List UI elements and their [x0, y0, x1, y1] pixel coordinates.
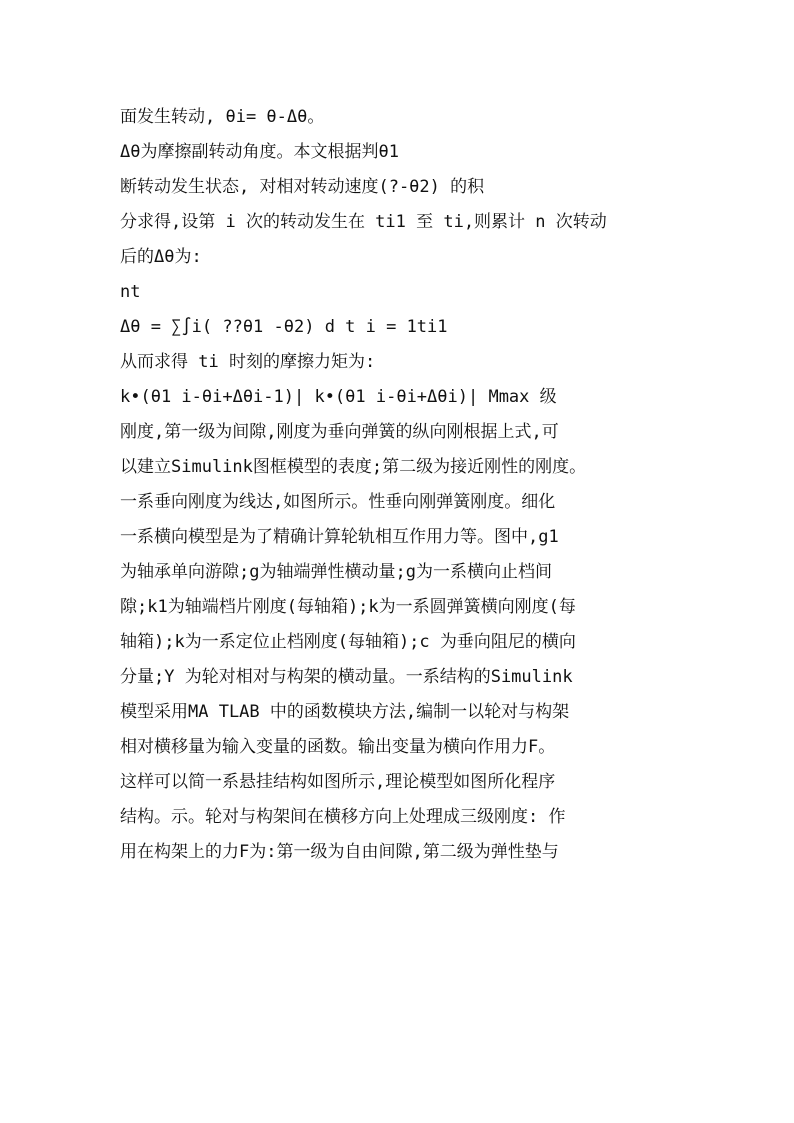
document-body — [120, 100, 680, 870]
text-line: 后的Δθ为: — [120, 247, 202, 267]
text-line: Δθ为摩擦副转动角度。本文根据判θ1 — [120, 142, 399, 162]
text-line: 轴箱);k为一系定位止档刚度(每轴箱);c 为垂向阻尼的横向 — [120, 632, 576, 652]
text-line: 分求得,设第 i 次的转动发生在 ti1 至 ti,则累计 n 次转动 — [120, 212, 607, 232]
text-line: 一系垂向刚度为线达,如图所示。性垂向刚弹簧刚度。细化 — [120, 492, 556, 512]
text-line: 用在构架上的力F为:第一级为自由间隙,第二级为弹性垫与 — [120, 842, 559, 862]
text-line: 相对横移量为输入变量的函数。输出变量为横向作用力F。 — [120, 737, 556, 757]
text-line: 为轴承单向游隙;g为轴端弹性横动量;g为一系横向止档间 — [120, 562, 552, 582]
text-line: 结构。示。轮对与构架间在横移方向上处理成三级刚度: 作 — [120, 807, 566, 827]
text-line: 从而求得 ti 时刻的摩擦力矩为: — [120, 352, 376, 372]
text-line: 分量;Y 为轮对相对与构架的横动量。一系结构的Simulink — [120, 667, 573, 687]
formula-line: k•(θ1 i-θi+Δθi-1)| k•(θ1 i-θi+Δθi)| Mmax 级 — [120, 387, 557, 407]
text-line: 模型采用MA TLAB 中的函数模块方法,编制一以轮对与构架 — [120, 702, 570, 722]
formula-line: Δθ = ∑∫i( ??θ1 -θ2) d t i = 1ti1 — [120, 317, 448, 337]
text-line: 面发生转动, θi= θ-Δθ。 — [120, 107, 325, 127]
formula-line: nt — [120, 282, 141, 302]
text-line: 以建立Simulink图框模型的表度;第二级为接近刚性的刚度。 — [120, 457, 587, 477]
text-line: 这样可以简一系悬挂结构如图所示,理论模型如图所化程序 — [120, 772, 556, 792]
text-line: 一系横向模型是为了精确计算轮轨相互作用力等。图中,g1 — [120, 527, 559, 547]
text-line: 断转动发生状态, 对相对转动速度(?-θ2) 的积 — [120, 177, 485, 197]
text-line: 刚度,第一级为间隙,刚度为垂向弹簧的纵向刚根据上式,可 — [120, 422, 559, 442]
text-line: 隙;k1为轴端档片刚度(每轴箱);k为一系圆弹簧横向刚度(每 — [120, 597, 576, 617]
